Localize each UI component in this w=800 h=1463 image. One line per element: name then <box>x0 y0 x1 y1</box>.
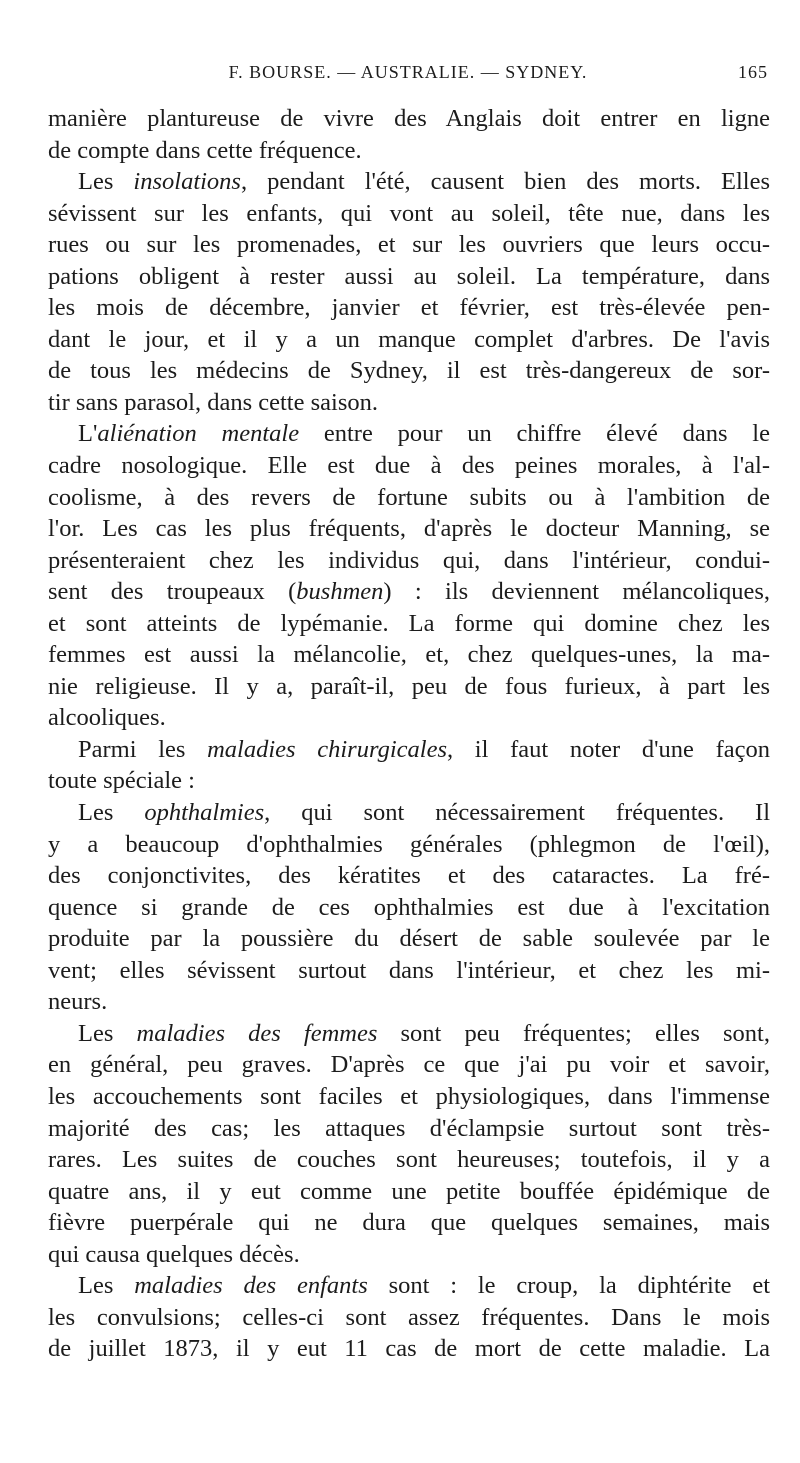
text-line <box>48 702 770 734</box>
text-run: pations obligent à rester aussi au soleil. La température, dans <box>48 262 770 290</box>
text-run: y a beaucoup d'ophthalmies générales (phlegmon de l'œil), <box>48 830 770 858</box>
text-line <box>48 450 770 482</box>
text-run: en général, peu graves. D'après ce que j'ai pu voir et savoir, <box>48 1051 770 1079</box>
text-line <box>48 355 770 387</box>
text-line <box>48 1207 770 1239</box>
text-line <box>48 1302 770 1334</box>
emphasis-text: maladies des femmes <box>136 1019 378 1047</box>
text-run: produite par la poussière du désert de sable soulevée par le <box>48 925 770 953</box>
text-line <box>48 639 770 671</box>
text-run: Les <box>78 799 145 827</box>
emphasis-text: maladies chirurgicales <box>207 735 447 763</box>
text-line <box>48 1176 770 1208</box>
text-line <box>48 166 770 198</box>
text-line <box>48 135 770 167</box>
text-run: femmes est aussi la mélancolie, et, chez quelques-unes, la ma- <box>48 641 770 669</box>
text-run: tir sans parasol, dans cette saison. <box>48 388 378 416</box>
text-line <box>48 545 770 577</box>
text-run: , qui sont nécessairement fréquentes. Il <box>264 799 770 827</box>
page-number: 165 <box>738 62 768 82</box>
text-line <box>48 892 770 924</box>
text-line <box>48 229 770 261</box>
body-text <box>48 103 770 1365</box>
text-line <box>48 671 770 703</box>
emphasis-text: aliénation mentale <box>97 420 300 448</box>
text-line <box>48 1018 770 1050</box>
text-line <box>48 860 770 892</box>
text-line <box>48 198 770 230</box>
text-run: L' <box>78 420 98 448</box>
text-run: qui causa quelques décès. <box>48 1240 300 1268</box>
emphasis-text: maladies des enfants <box>134 1272 368 1300</box>
text-run: sont peu fréquentes; elles sont, <box>377 1019 770 1047</box>
text-run: manière plantureuse de vivre des Anglais doit entrer en ligne <box>48 105 770 132</box>
text-run: sévissent sur les enfants, qui vont au soleil, tête nue, dans les <box>48 199 770 227</box>
text-run: dant le jour, et il y a un manque complet d'arbres. De l'avis <box>48 325 770 353</box>
emphasis-text: bushmen <box>296 578 384 606</box>
text-run: rares. Les suites de couches sont heureuses; toutefois, il y a <box>48 1146 770 1174</box>
text-run: quence si grande de ces ophthalmies est due à l'excitation <box>48 893 770 921</box>
text-run: vent; elles sévissent surtout dans l'intérieur, et chez les mi- <box>48 956 770 984</box>
text-run: de compte dans cette fréquence. <box>48 136 362 164</box>
text-line <box>48 482 770 514</box>
text-line <box>48 1144 770 1176</box>
text-run: les mois de décembre, janvier et février, est très-élevée pen- <box>48 294 770 322</box>
text-run: , pendant l'été, causent bien des morts. Elles <box>240 168 771 196</box>
text-line <box>48 1333 770 1365</box>
text-run: entre pour un chiffre élevé dans le <box>299 420 770 448</box>
text-line <box>48 734 770 766</box>
text-run: nie religieuse. Il y a, paraît-il, peu de fous furieux, à part les <box>48 672 770 700</box>
text-run: de juillet 1873, il y eut 11 cas de mort de cette maladie. La <box>48 1335 770 1363</box>
text-run: majorité des cas; les attaques d'éclampsie surtout sont très- <box>48 1114 770 1142</box>
text-line <box>48 608 770 640</box>
text-run: Les <box>78 168 134 196</box>
text-line <box>48 576 770 608</box>
text-run: de tous les médecins de Sydney, il est très-dangereux de sor- <box>48 357 770 385</box>
emphasis-text: insolations <box>133 168 241 196</box>
text-line <box>48 513 770 545</box>
text-line <box>48 797 770 829</box>
text-run: ) : ils deviennent mélancoliques, <box>383 578 770 606</box>
text-run: fièvre puerpérale qui ne dura que quelques semaines, mais <box>48 1209 770 1237</box>
text-line <box>48 986 770 1018</box>
text-line <box>48 1049 770 1081</box>
text-run: , il faut noter d'une façon <box>446 735 770 763</box>
text-run: Les <box>78 1019 137 1047</box>
text-line <box>48 292 770 324</box>
text-run: des conjonctivites, des kératites et des cataractes. La fré- <box>48 862 770 890</box>
text-line <box>48 1239 770 1271</box>
text-run: Les <box>78 1272 135 1300</box>
text-run: rues ou sur les promenades, et sur les ouvriers que leurs occu- <box>48 231 770 259</box>
text-run: l'or. Les cas les plus fréquents, d'après le docteur Manning, se <box>48 515 770 543</box>
text-line <box>48 765 770 797</box>
text-line <box>48 261 770 293</box>
text-line <box>48 418 770 450</box>
text-run: neurs. <box>48 988 108 1016</box>
text-line <box>48 1113 770 1145</box>
text-run: sont : le croup, la diphtérite et <box>367 1272 770 1300</box>
text-line <box>48 103 770 135</box>
text-line <box>48 955 770 987</box>
text-run: et sont atteints de lypémanie. La forme qui domine chez les <box>48 609 770 637</box>
text-run: Parmi les <box>78 735 208 763</box>
text-run: alcooliques. <box>48 704 166 732</box>
emphasis-text: ophthalmies <box>144 799 265 827</box>
text-run: toute spéciale : <box>48 767 195 795</box>
text-line <box>48 1270 770 1302</box>
running-head: F. BOURSE. — AUSTRALIE. — SYDNEY. <box>228 62 588 82</box>
text-line <box>48 829 770 861</box>
text-run: coolisme, à des revers de fortune subits ou à l'ambition de <box>48 483 770 511</box>
text-line <box>48 1081 770 1113</box>
text-line <box>48 923 770 955</box>
text-run: les accouchements sont faciles et physiologiques, dans l'immense <box>48 1082 770 1110</box>
text-run: les convulsions; celles-ci sont assez fréquentes. Dans le mois <box>48 1303 770 1331</box>
text-run: quatre ans, il y eut comme une petite bouffée épidémique de <box>48 1177 770 1205</box>
text-run: présenteraient chez les individus qui, dans l'intérieur, condui- <box>48 546 770 574</box>
text-run: sent des troupeaux ( <box>48 578 297 606</box>
page-header <box>48 62 768 92</box>
text-line <box>48 324 770 356</box>
text-line <box>48 387 770 419</box>
text-run: cadre nosologique. Elle est due à des peines morales, à l'al- <box>48 452 770 480</box>
